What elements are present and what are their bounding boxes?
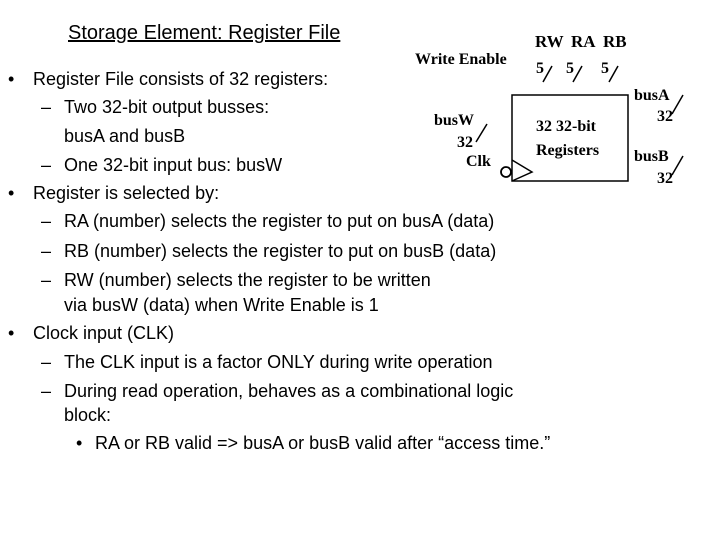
bullet-7-text: RW (number) selects the register to be written xyxy=(64,270,431,290)
bullet-5-mark: – xyxy=(41,211,52,231)
clk-label: Clk xyxy=(466,153,491,170)
bullet-12-text: block: xyxy=(64,405,112,425)
bullet-3-text: One 32-bit input bus: busW xyxy=(64,155,283,175)
bullet-9-mark: • xyxy=(8,323,15,343)
rw-width: 5 xyxy=(536,60,544,77)
bullet-3-mark: – xyxy=(41,155,52,175)
busa-slash xyxy=(672,95,683,114)
busw-slash xyxy=(476,124,487,142)
bullet-9-text: Clock input (CLK) xyxy=(33,323,175,343)
busa-width: 32 xyxy=(657,108,673,125)
bullet-0-mark: • xyxy=(8,69,15,89)
busb-slash xyxy=(672,156,683,175)
busb-label: busB xyxy=(634,148,669,165)
register-file-box xyxy=(512,95,628,181)
ra-width: 5 xyxy=(566,60,574,77)
busw-width: 32 xyxy=(457,134,473,151)
bullet-8-text: via busW (data) when Write Enable is 1 xyxy=(64,295,379,315)
bullet-6-mark: – xyxy=(41,241,52,261)
rb-label: RB xyxy=(603,32,627,51)
rw-label: RW xyxy=(535,32,564,51)
bullet-10-mark: – xyxy=(41,352,52,372)
busa-label: busA xyxy=(634,87,670,104)
bullet-11-mark: – xyxy=(41,381,52,401)
busb-width: 32 xyxy=(657,170,673,187)
bullet-2-text: busA and busB xyxy=(64,126,186,146)
rb-bus-slash xyxy=(609,66,618,82)
bullet-11-text: During read operation, behaves as a combinational logic xyxy=(64,381,514,401)
write-enable-label: Write Enable xyxy=(415,51,507,68)
bullet-0-text: Register File consists of 32 registers: xyxy=(33,69,329,89)
bullet-1-mark: – xyxy=(41,97,52,117)
registers-label: Registers xyxy=(536,142,600,159)
ra-label: RA xyxy=(571,32,596,51)
bullet-1-text: Two 32-bit output busses: xyxy=(64,97,270,117)
busw-label: busW xyxy=(434,112,475,129)
register-count-label: 32 32-bit xyxy=(536,118,596,135)
clock-edge-triangle xyxy=(512,160,532,181)
rw-bus-slash xyxy=(543,66,552,82)
bullet-5-text: RA (number) selects the register to put on busA (data) xyxy=(64,211,495,231)
bullet-7-mark: – xyxy=(41,270,52,290)
bullet-10-text: The CLK input is a factor ONLY during write operation xyxy=(64,352,493,372)
bullet-6-text: RB (number) selects the register to put on busB (data) xyxy=(64,241,497,261)
ra-bus-slash xyxy=(573,66,582,82)
clock-input-bubble xyxy=(501,167,511,177)
bullet-13-text: RA or RB valid => busA or busB valid after “access time.” xyxy=(95,433,551,453)
bullet-4-mark: • xyxy=(8,183,15,203)
bullet-13-mark: • xyxy=(76,433,83,453)
slide-title: Storage Element: Register File xyxy=(68,22,341,44)
rb-width: 5 xyxy=(601,60,609,77)
bullet-4-text: Register is selected by: xyxy=(33,183,220,203)
